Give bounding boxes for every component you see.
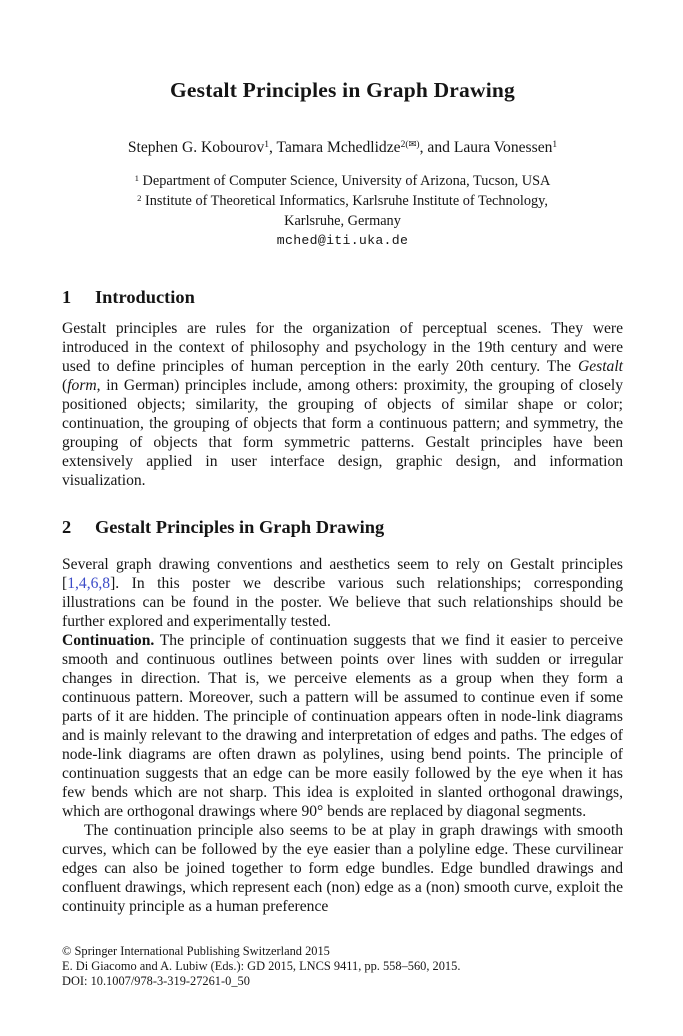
section-2-paragraph: Several graph drawing conventions and aesthetics seem to rely on Gestalt principles [1,4,6,8]. In this poster we describe various such relationships; corresponding illustrations can be found in the poster. We believe that such relationships should be further explored and experimentally tested.	[62, 556, 623, 630]
contact-email: mched@iti.uka.de	[276, 233, 409, 248]
section-1-title: Introduction	[95, 287, 195, 307]
italic-gestalt: Gestalt	[577, 358, 623, 375]
citation-bracket-open: [	[62, 575, 68, 592]
author-2: , Tamara Mchedlidze	[269, 139, 401, 156]
continuation-paragraph: Continuation. The principle of continuation suggests that we find it easier to perceive smooth and continuous outlines between points over lines with sudden or irregular changes in direction. That is, we perceive elements as a group when they form a continuous pattern. Moreover, such a pattern will be assumed to continue even if some parts of it are hidden. The principle of continuation appears often in node-link diagrams and is mainly relevant to the drawing and interpretation of edges and paths. The edges of node-link diagrams are often drawn as polylines, using bend points. The principle of continuation suggests that an edge can be more easily followed by the eye when it has few bends which are not sharp. This idea is exploited in slanted orthogonal drawings, which are orthogonal drawings where 90° bends are replaced by diagonal segments.	[62, 632, 623, 820]
continuation-lead-word: Continuation.	[62, 632, 155, 649]
author-3-affiliation-mark: 1	[552, 140, 558, 151]
section-2-heading	[62, 515, 623, 539]
affiliation-2-continuation: Karlsruhe, Germany	[284, 213, 401, 229]
affiliations-block	[62, 172, 623, 250]
citation-bracket-close: ]	[110, 575, 116, 592]
affiliation-2: $^2$ Institute of Theoretical Informatics, Karlsruhe Institute of Technology,	[137, 192, 548, 209]
footer-imprint	[62, 944, 623, 990]
affiliation-2-marker: 2	[137, 192, 142, 203]
footer-doi-line: DOI: 10.1007/978-3-319-27261-0_50	[62, 974, 250, 989]
section-2-number: 2	[62, 517, 72, 537]
footer-editors-line: E. Di Giacomo and A. Lubiw (Eds.): GD 2015, LNCS 9411, pp. 558–560, 2015.	[62, 959, 461, 974]
author-2-affiliation-mark-envelope-icon: 2(✉)	[400, 140, 420, 151]
author-3: , and Laura Vonessen	[419, 139, 553, 156]
section-2-title: Gestalt Principles in Graph Drawing	[95, 517, 385, 537]
affiliation-1: $^1$ Department of Computer Science, University of Arizona, Tucson, USA	[134, 172, 551, 189]
italic-form: form	[67, 377, 97, 394]
footer-copyright-line: © Springer International Publishing Switzerland 2015	[62, 944, 330, 958]
section-1-heading	[62, 285, 623, 309]
section-1-number: 1	[62, 287, 72, 307]
continuation-paragraph-2: The continuation principle also seems to be at play in graph drawings with smooth curves, which can be followed by the eye easier than a polyline edge. These curvilinear edges can also be joined together to form edge bundles. Edge bundled drawings and confluent drawings, which represent each (non) edge as a (non) smooth curve, exploit the continuity principle as a human preference	[62, 822, 623, 915]
affiliation-1-marker: 1	[134, 172, 139, 183]
intro-paragraph: Gestalt principles are rules for the organization of perceptual scenes. They were introduced in the context of philosophy and psychology in the 19th century and were used to define principles of human perception in the early 20th century. The Gestalt (form, in German) principles include, among others: proximity, the grouping of closely positioned objects; similarity, the grouping of objects of similar shape or color; continuation, the grouping of objects that form a continuous pattern; and symmetry, the grouping of objects that form symmetric patterns. Gestalt principles have been extensively applied in user interface design, graphic design, and information visualization.	[62, 320, 623, 489]
author-1: Stephen G. Kobourov	[127, 139, 265, 156]
paper-title: Gestalt Principles in Graph Drawing	[169, 78, 516, 102]
author-1-affiliation-mark: 1	[264, 140, 270, 151]
author-line	[62, 139, 623, 157]
citation-link-1-4-6-8[interactable]: 1,4,6,8	[67, 575, 111, 592]
